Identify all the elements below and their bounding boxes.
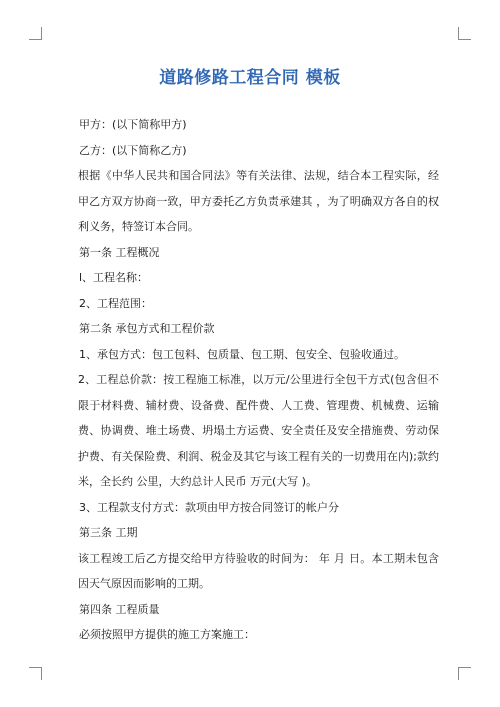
project-name-line: l、工程名称： [79, 271, 149, 284]
total-price-paragraph: 2、工程总价款：按工程施工标准，以万元/公里进行全包干方式(包含但不限于材料费、辅材费、设备费、配件费、人工费、管理费、机械费、运输费、协调费、堆土场费、坍塌土方运费、安全责任及安全措施费、劳动保护费、有关保险费、利润、税金及其它与该工程有关的一切费用在内);款约 米，全长约 公里，大约总计人民币 万元(大写 )。 [78, 373, 439, 488]
preamble-paragraph: 根据《中华人民共和国合同法》等有关法律、法规，结合本工程实际，经甲乙方双方协商一致，甲方委托乙方负责承建其 ，为了明确双方各自的权利义务，特签订本合同。 [78, 169, 439, 233]
contract-method-line: 1、承包方式：包工包料、包质量、包工期、包安全、包验收通过。 [79, 347, 405, 361]
crop-mark-bottom-left [29, 667, 42, 680]
crop-mark-top-left [29, 27, 42, 40]
schedule-paragraph: 该工程竣工后乙方提交给甲方待验收的时间为： 年 月 日。本工期未包含因天气原因而影响的工期。 [78, 551, 439, 590]
crop-mark-bottom-right [458, 667, 471, 680]
project-scope-line: 2、工程范围： [79, 296, 152, 310]
construction-plan-line: 必须按照甲方提供的施工方案施工： [79, 628, 255, 641]
article-2-heading: 第二条 承包方式和工程价款 [79, 322, 215, 335]
article-1-heading: 第一条 工程概况 [79, 245, 160, 259]
document-title: 道路修路工程合同 模板 [159, 68, 341, 88]
payment-method-line: 3、工程款支付方式：款项由甲方按合同签订的帐户分 [79, 500, 339, 514]
article-3-heading: 第三条 工期 [79, 526, 138, 539]
crop-mark-top-right [458, 27, 471, 40]
party-a-line: 甲方：(以下简称甲方) [79, 118, 187, 131]
document-body [79, 112, 439, 648]
article-4-heading: 第四条 工程质量 [79, 602, 160, 616]
party-b-line: 乙方：(以下简称乙方) [79, 143, 187, 157]
